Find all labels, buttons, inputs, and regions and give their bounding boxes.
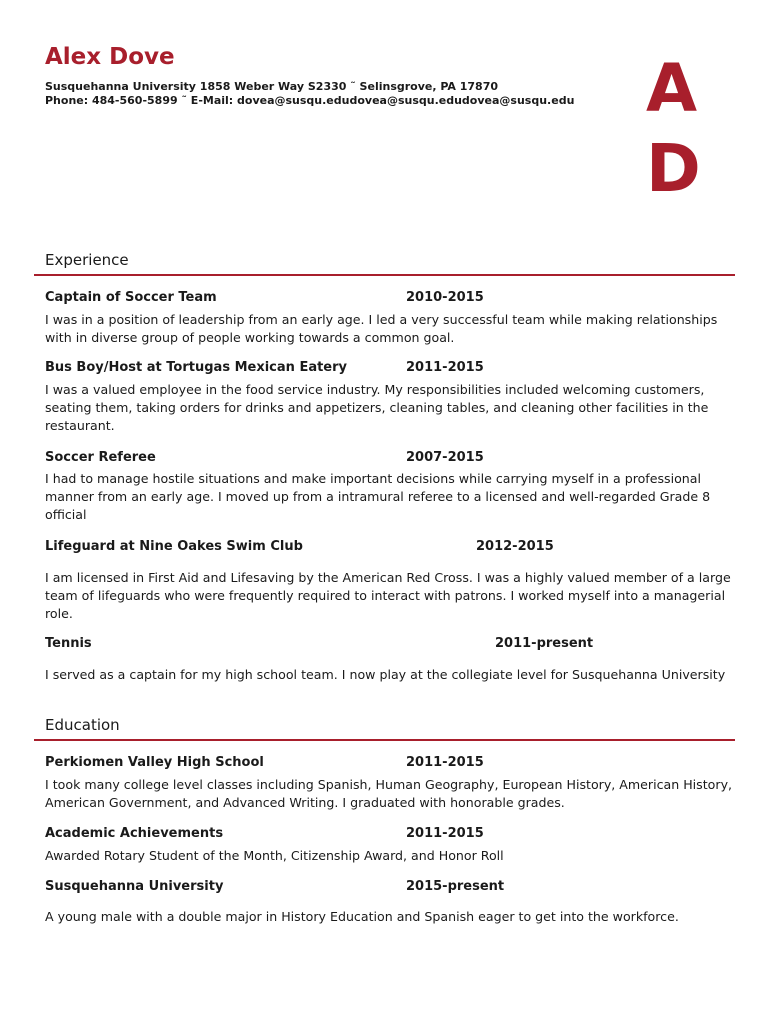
contact-address: Susquehanna University 1858 Weber Way S2330 ˜ Selinsgrove, PA 17870 [45, 80, 499, 93]
experience-role: Bus Boy/Host at Tortugas Mexican Eatery [45, 360, 348, 375]
experience-role: Lifeguard at Nine Oakes Swim Club [45, 539, 303, 554]
education-institution: Perkiomen Valley High School [45, 755, 264, 770]
education-dates: 2011-2015 [406, 755, 484, 770]
experience-dates: 2011-2015 [406, 360, 484, 375]
education-description: Awarded Rotary Student of the Month, Citizenship Award, and Honor Roll [45, 848, 504, 863]
education-heading: Education [45, 716, 120, 734]
candidate-name: Alex Dove [45, 44, 175, 70]
education-dates: 2011-2015 [406, 826, 484, 841]
experience-role: Tennis [45, 636, 92, 651]
experience-dates: 2007-2015 [406, 450, 484, 465]
experience-dates: 2011-present [495, 636, 594, 651]
experience-role: Captain of Soccer Team [45, 290, 217, 305]
experience-heading: Experience [45, 251, 129, 269]
education-institution: Academic Achievements [45, 826, 224, 841]
monogram-letter-d: D [646, 130, 701, 207]
experience-role: Soccer Referee [45, 450, 156, 465]
education-description: A young male with a double major in History Education and Spanish eager to get into the workforce. [45, 909, 679, 924]
education-institution: Susquehanna University [45, 879, 224, 894]
experience-description: I am licensed in First Aid and Lifesaving by the American Red Cross. I was a highly valued member of a large team of lifeguards who were frequently required to interact with patrons. I worked myself into a managerial role. [45, 570, 731, 622]
experience-description: I was a valued employee in the food service industry. My responsibilities included welcoming customers, seating them, taking orders for drinks and appetizers, cleaning tables, and cleaning other facilities in the restaurant. [45, 382, 709, 434]
monogram-letter-a: A [646, 50, 698, 127]
experience-description: I had to manage hostile situations and make important decisions while carrying myself in a professional manner from an early age. I moved up from a intramural referee to a licensed and well-regarded Grade 8 official [45, 471, 711, 523]
education-dates: 2015-present [406, 879, 505, 894]
experience-dates: 2012-2015 [476, 539, 554, 554]
experience-dates: 2010-2015 [406, 290, 484, 305]
experience-description: I was in a position of leadership from an early age. I led a very successful team while making relationships with in diverse group of people working towards a common goal. [45, 312, 718, 346]
contact-phone-email: Phone: 484-560-5899 ˜ E-Mail: dovea@susqu.edudovea@susqu.edudovea@susqu.edu [45, 94, 575, 107]
experience-description: I served as a captain for my high school team. I now play at the collegiate level for Susquehanna University [45, 667, 726, 682]
education-description: I took many college level classes including Spanish, Human Geography, European History, American History, American Government, and Advanced Writing. I graduated with honorable grades. [45, 777, 733, 811]
education-divider [34, 739, 735, 741]
experience-divider [34, 274, 735, 276]
